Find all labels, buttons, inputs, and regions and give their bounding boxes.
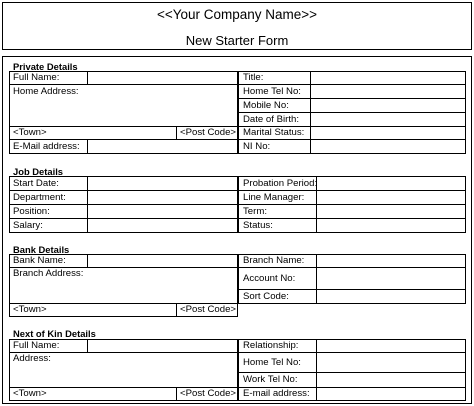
branch-address-label: Branch Address: bbox=[13, 268, 84, 279]
ni-label: NI No: bbox=[243, 141, 271, 152]
relationship-label: Relationship: bbox=[243, 340, 299, 351]
company-name: <<Your Company Name>> bbox=[156, 7, 318, 22]
kin-home-tel-label: Home Tel No: bbox=[243, 357, 301, 368]
bank-town-label: <Town> bbox=[13, 304, 47, 315]
form-title: New Starter Form bbox=[185, 33, 289, 48]
mobile-field[interactable] bbox=[310, 98, 466, 113]
probation-label: Probation Period: bbox=[243, 178, 318, 189]
branch-name-field[interactable] bbox=[316, 254, 466, 268]
term-label: Term: bbox=[243, 206, 267, 217]
department-field[interactable] bbox=[87, 190, 238, 205]
ni-field[interactable] bbox=[310, 139, 466, 154]
form-header bbox=[2, 2, 472, 50]
account-no-field[interactable] bbox=[316, 267, 466, 290]
job-details-heading: Job Details bbox=[13, 166, 64, 177]
department-label: Department: bbox=[13, 192, 66, 203]
bank-post-code-label: <Post Code> bbox=[180, 304, 237, 315]
sort-code-label: Sort Code: bbox=[243, 291, 289, 302]
email-label: E-Mail address: bbox=[13, 141, 80, 152]
full-name-field[interactable] bbox=[87, 71, 238, 85]
post-code-label: <Post Code> bbox=[180, 127, 237, 138]
kin-email-field[interactable] bbox=[316, 387, 466, 401]
home-tel-field[interactable] bbox=[310, 84, 466, 99]
salary-field[interactable] bbox=[87, 218, 238, 233]
line-manager-label: Line Manager: bbox=[243, 192, 305, 203]
kin-details-heading: Next of Kin Details bbox=[13, 328, 96, 339]
start-date-field[interactable] bbox=[87, 176, 238, 191]
salary-label: Salary: bbox=[13, 220, 43, 231]
mobile-label: Mobile No: bbox=[243, 100, 289, 111]
term-field[interactable] bbox=[316, 204, 466, 219]
bank-name-label: Bank Name: bbox=[13, 255, 66, 266]
position-label: Position: bbox=[13, 206, 50, 217]
title-label: Title: bbox=[243, 72, 264, 83]
full-name-label: Full Name: bbox=[13, 72, 60, 83]
marital-label: Marital Status: bbox=[243, 127, 305, 138]
dob-field[interactable] bbox=[310, 112, 466, 127]
probation-field[interactable] bbox=[316, 176, 466, 191]
dob-label: Date of Birth: bbox=[243, 114, 299, 125]
private-details-heading: Private Details bbox=[13, 61, 78, 72]
branch-name-label: Branch Name: bbox=[243, 255, 305, 266]
kin-town-label: <Town> bbox=[13, 388, 47, 399]
account-no-label: Account No: bbox=[243, 273, 296, 284]
town-label: <Town> bbox=[13, 127, 47, 138]
bank-details-heading: Bank Details bbox=[13, 244, 70, 255]
kin-address-label: Address: bbox=[13, 353, 51, 364]
marital-field[interactable] bbox=[310, 126, 466, 140]
relationship-field[interactable] bbox=[316, 339, 466, 353]
home-tel-label: Home Tel No: bbox=[243, 86, 301, 97]
kin-post-code-label: <Post Code> bbox=[180, 388, 237, 399]
work-tel-label: Work Tel No: bbox=[243, 374, 298, 385]
kin-home-tel-field[interactable] bbox=[316, 352, 466, 373]
status-label: Status: bbox=[243, 220, 273, 231]
status-field[interactable] bbox=[316, 218, 466, 233]
kin-full-name-label: Full Name: bbox=[13, 340, 60, 351]
email-field[interactable] bbox=[87, 139, 238, 154]
title-field[interactable] bbox=[310, 71, 466, 85]
kin-email-label: E-mail address: bbox=[243, 388, 310, 399]
start-date-label: Start Date: bbox=[13, 178, 59, 189]
work-tel-field[interactable] bbox=[316, 372, 466, 388]
position-field[interactable] bbox=[87, 204, 238, 219]
line-manager-field[interactable] bbox=[316, 190, 466, 205]
home-address-label: Home Address: bbox=[13, 86, 79, 97]
bank-name-field[interactable] bbox=[87, 254, 238, 268]
sort-code-field[interactable] bbox=[316, 289, 466, 304]
kin-full-name-field[interactable] bbox=[87, 339, 238, 353]
